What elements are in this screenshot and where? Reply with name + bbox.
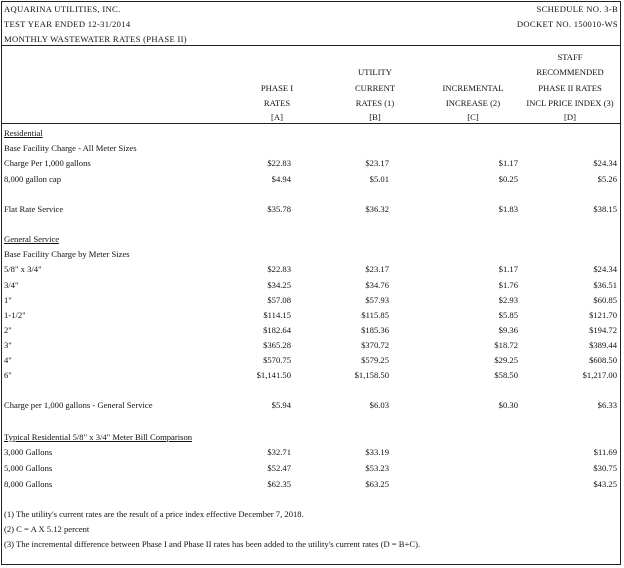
column-header-rule <box>1 123 621 124</box>
cell-c: $9.36 <box>498 325 518 335</box>
row-label: 6" <box>4 370 12 380</box>
cell-a: $57.08 <box>267 295 291 305</box>
cell-d: $6.33 <box>597 400 617 410</box>
cell-b: $53.23 <box>365 463 389 473</box>
cell-d: $43.25 <box>593 479 617 489</box>
cell-c: $18.72 <box>494 340 518 350</box>
footnote-1: (1) The utility's current rates are the result of a price index effective December 7, 2018. <box>4 509 304 519</box>
row-label: 3/4" <box>4 280 19 290</box>
cell-c: $0.30 <box>498 400 518 410</box>
col-d-line4: INCL PRICE INDEX (3) <box>526 98 614 108</box>
cell-d: $60.85 <box>593 295 617 305</box>
cell-c: $5.85 <box>498 310 518 320</box>
cell-a: $34.25 <box>267 280 291 290</box>
cell-b: $5.01 <box>369 174 389 184</box>
row-label: 3" <box>4 340 12 350</box>
cell-b: $36.32 <box>365 204 389 214</box>
cell-c: $1.83 <box>498 204 518 214</box>
footnote-2: (2) C = A X 5.12 percent <box>4 524 90 534</box>
footnote-3: (3) The incremental difference between Phase I and Phase II rates has been added to the utility's current rates (D = B+C). <box>4 539 421 549</box>
header-rule <box>1 45 621 46</box>
cell-a: $114.15 <box>263 310 291 320</box>
cell-d: $121.70 <box>589 310 617 320</box>
cell-b: $63.25 <box>365 479 389 489</box>
row-label: 5/8" x 3/4" <box>4 264 42 274</box>
schedule-number: SCHEDULE NO. 3-B <box>536 4 618 14</box>
col-d-line3: PHASE II RATES <box>538 83 602 93</box>
general-service-heading: General Service <box>4 234 60 244</box>
cell-b: $1,158.50 <box>354 370 389 380</box>
cell-c: $29.25 <box>494 355 518 365</box>
company-name: AQUARINA UTILITIES, INC. <box>4 4 121 14</box>
cell-a: $365.28 <box>263 340 291 350</box>
general-service-subheading: Base Facility Charge by Meter Sizes <box>4 249 130 259</box>
cell-a: $62.35 <box>267 479 291 489</box>
cell-c: $58.50 <box>494 370 518 380</box>
cell-a: $570.75 <box>263 355 291 365</box>
docket-number: DOCKET NO. 150010-WS <box>516 19 618 29</box>
cell-a: $1,141.50 <box>256 370 291 380</box>
cell-b: $370.72 <box>361 340 389 350</box>
col-d-line2: RECOMMENDED <box>536 67 604 77</box>
cell-d: $389.44 <box>589 340 617 350</box>
cell-a: $22.83 <box>267 158 291 168</box>
cell-b: $33.19 <box>365 447 389 457</box>
cell-a: $35.78 <box>267 204 291 214</box>
row-label: 5,000 Gallons <box>4 463 53 473</box>
cell-a: $182.64 <box>263 325 291 335</box>
col-d-line1: STAFF <box>557 52 583 62</box>
row-label: 3,000 Gallons <box>4 447 53 457</box>
cell-c: $1.17 <box>498 264 518 274</box>
cell-a: $32.71 <box>267 447 291 457</box>
cell-d: $24.34 <box>593 264 617 274</box>
col-c-line3: INCREMENTAL <box>442 83 504 93</box>
col-a-letter: [A] <box>271 112 283 122</box>
cell-b: $115.85 <box>361 310 389 320</box>
cell-b: $23.17 <box>365 264 389 274</box>
cell-b: $185.36 <box>361 325 389 335</box>
schedule-title: MONTHLY WASTEWATER RATES (PHASE II) <box>4 34 187 44</box>
cell-a: $5.94 <box>271 400 291 410</box>
col-b-letter: [B] <box>369 112 381 122</box>
cell-c: $1.17 <box>498 158 518 168</box>
col-b-line3: CURRENT <box>354 83 396 93</box>
cell-d: $36.51 <box>593 280 617 290</box>
col-d-letter: [D] <box>564 112 576 122</box>
cell-d: $5.26 <box>597 174 617 184</box>
col-c-line4: INCREASE (2) <box>445 98 501 108</box>
col-b-line2: UTILITY <box>358 67 392 77</box>
cell-c: $1.76 <box>498 280 518 290</box>
cell-d: $24.34 <box>593 158 617 168</box>
col-b-line4: RATES (1) <box>355 98 395 108</box>
cell-d: $194.72 <box>589 325 617 335</box>
bill-comparison-heading: Typical Residential 5/8" x 3/4" Meter Bill Comparison <box>4 432 193 442</box>
col-a-line4: RATES <box>263 98 291 108</box>
cell-d: $38.15 <box>593 204 617 214</box>
cell-d: $608.50 <box>589 355 617 365</box>
row-label: 8,000 gallon cap <box>4 174 62 184</box>
cell-a: $52.47 <box>267 463 291 473</box>
cell-b: $57.93 <box>365 295 389 305</box>
cell-c: $2.93 <box>498 295 518 305</box>
row-label: 1-1/2" <box>4 310 26 320</box>
cell-d: $30.75 <box>593 463 617 473</box>
row-label: 4" <box>4 355 12 365</box>
col-a-line3: PHASE I <box>260 83 294 93</box>
cell-b: $579.25 <box>361 355 389 365</box>
cell-d: $11.69 <box>593 447 617 457</box>
residential-heading: Residential <box>4 128 43 138</box>
col-c-letter: [C] <box>467 112 479 122</box>
cell-d: $1,217.00 <box>582 370 617 380</box>
cell-a: $22.83 <box>267 264 291 274</box>
cell-c: $0.25 <box>498 174 518 184</box>
cell-b: $23.17 <box>365 158 389 168</box>
cell-a: $4.94 <box>271 174 291 184</box>
test-year: TEST YEAR ENDED 12-31/2014 <box>4 19 131 29</box>
cell-b: $6.03 <box>369 400 389 410</box>
row-label: 8,000 Gallons <box>4 479 53 489</box>
row-label: Charge Per 1,000 gallons <box>4 158 91 168</box>
row-label: 1" <box>4 295 12 305</box>
row-label: Flat Rate Service <box>4 204 64 214</box>
row-label: Charge per 1,000 gallons - General Service <box>4 400 153 410</box>
row-label: 2" <box>4 325 12 335</box>
cell-b: $34.76 <box>365 280 389 290</box>
residential-subheading: Base Facility Charge - All Meter Sizes <box>4 143 137 153</box>
